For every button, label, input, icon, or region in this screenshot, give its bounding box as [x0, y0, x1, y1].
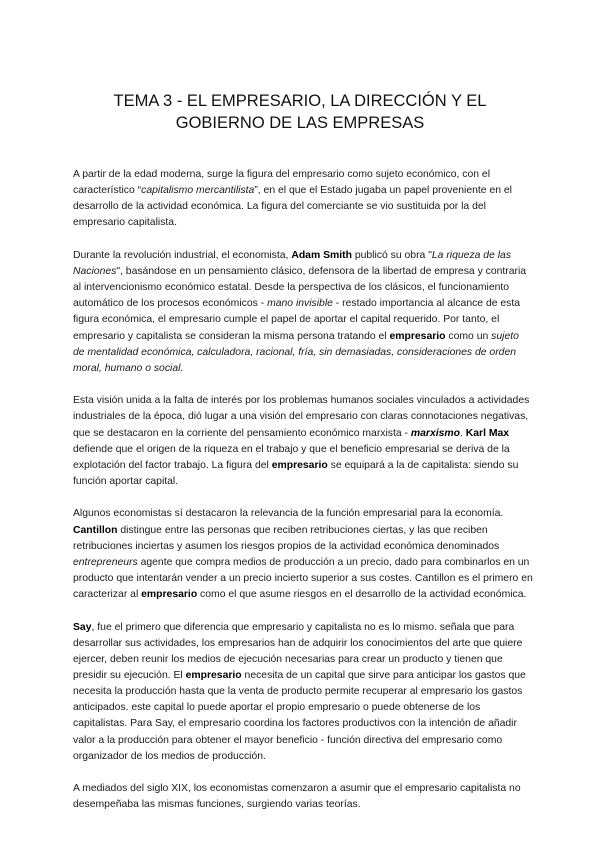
- document-body: [73, 167, 533, 830]
- title-line-1: TEMA 3 - EL EMPRESARIO, LA DIRECCIÓN Y EL: [113, 92, 487, 110]
- bold-term: Say: [73, 621, 92, 633]
- italic-term: sujeto de mentalidad económica, calculadora, racional, fría, sin demasiadas, consideraciones de orden moral, humano o social.: [73, 330, 519, 374]
- text-run: como un: [445, 330, 492, 342]
- text-run: , fue el primero que diferencia que empresario y capitalista no es lo mismo. señala que para desarrollar sus actividades, los empresarios han de adquirir los conocimientos del arte que quiere ejercer, deben reunir los medios de ejecución necesarias para crear un producto y tienen que presidir su ejecución. El: [73, 621, 523, 681]
- text-run: necesita de un capital que sirve para anticipar los gastos que necesita la producción hasta que la venta de producto permite recuperar al empresario los gastos anticipados. este capital lo puede aportar el propio empresario o puede obtenerse de los capitalistas. Para Say, el empresario coordina los factores productivos con la intención de añadir valor a la producción para obtener el mayor beneficio - función directiva del empresario como organizador de los medios de producción.: [73, 669, 526, 762]
- bold-term: Cantillon: [73, 524, 118, 536]
- text-run: se equipará a la de capitalista: siendo su función aportar capital.: [73, 459, 519, 488]
- bold-term: empresario: [141, 589, 198, 601]
- bold-term: empresario: [185, 669, 242, 681]
- bold-term: empresario: [271, 459, 328, 471]
- paragraph-capitalismo-mercantilista: [73, 167, 533, 232]
- text-run: distingue entre las personas que reciben retribuciones ciertas, y las que reciben retribuciones inciertas y asumen los riesgos propios de la actividad económica denominados: [73, 524, 500, 552]
- text-run: - restado importancia al alcance de esta figura económica, el empresario cumple el papel de aportar el capital requerido. Por tanto, el empresario y capitalista se consideran la misma persona tratando el: [73, 298, 521, 342]
- text-run: como el que asume riesgos en el desarrollo de la actividad económica.: [197, 589, 527, 601]
- italic-term: mano invisible: [267, 298, 333, 310]
- text-run: ”, en el que el Estado jugaba un papel proveniente en el desarrollo de la actividad económica. La figura del comerciante se vio sustituida por la del empresario capitalista.: [73, 185, 512, 229]
- bold-term: Adam Smith: [291, 249, 352, 261]
- paragraph-siglo-xix: [73, 781, 533, 813]
- text-run: A mediados del siglo XIX, los economistas comenzaron a asumir que el empresario capitalista no desempeñaba las mismas funciones, surgiendo varias teorías.: [73, 783, 521, 811]
- text-run: ", basándose en un pensamiento clásico, defensora de la libertad de empresa y contraria al intervencionismo económico estatal. Desde la perspectiva de los clásicos, el funcionamiento automático de los procesos económicos -: [73, 265, 527, 310]
- title-line-2: GOBIERNO DE LAS EMPRESAS: [175, 114, 425, 132]
- italic-term: entrepreneurs: [73, 556, 138, 568]
- text-run: Esta visión unida a la falta de interés por los problemas humanos sociales vinculados a actividades industriales de la época, dió lugar a una visión del empresario con claras connotaciones negativas, que se destacaron en la corriente del pensamiento económico marxista -: [73, 395, 530, 439]
- paragraph-say: [73, 620, 533, 765]
- paragraph-adam-smith: [73, 248, 533, 377]
- text-run: defiende que el origen de la riqueza en el trabajo y que el beneficio empresarial se deriva de la explotación del factor trabajo. La figura del: [73, 443, 510, 471]
- paragraph-marxismo: [73, 393, 533, 490]
- italic-term: capitalismo mercantilista: [141, 185, 255, 197]
- italic-term: La riqueza de las Naciones: [73, 249, 512, 277]
- bold-term: empresario: [389, 330, 446, 342]
- bold-term: Karl Max: [465, 427, 510, 439]
- text-run: .: [459, 427, 466, 439]
- paragraph-cantillon: [73, 506, 533, 603]
- bold-italic-term: marxismo: [410, 427, 460, 439]
- text-run: Durante la revolución industrial, el economista,: [73, 249, 292, 261]
- text-run: publicó su obra ": [351, 249, 432, 261]
- text-run: agente que compra medios de producción a un precio, dado para combinarlos en un producto que intentarán vender a un precio incierto superior a sus costes. Cantillon es el primero en caracterizar al: [73, 556, 533, 601]
- document-title: [60, 90, 540, 134]
- text-run: Algunos economistas sí destacaron la relevancia de la función empresarial para la economía.: [73, 508, 504, 520]
- text-run: A partir de la edad moderna, surge la figura del empresario como sujeto económico, con el característico “: [73, 169, 491, 197]
